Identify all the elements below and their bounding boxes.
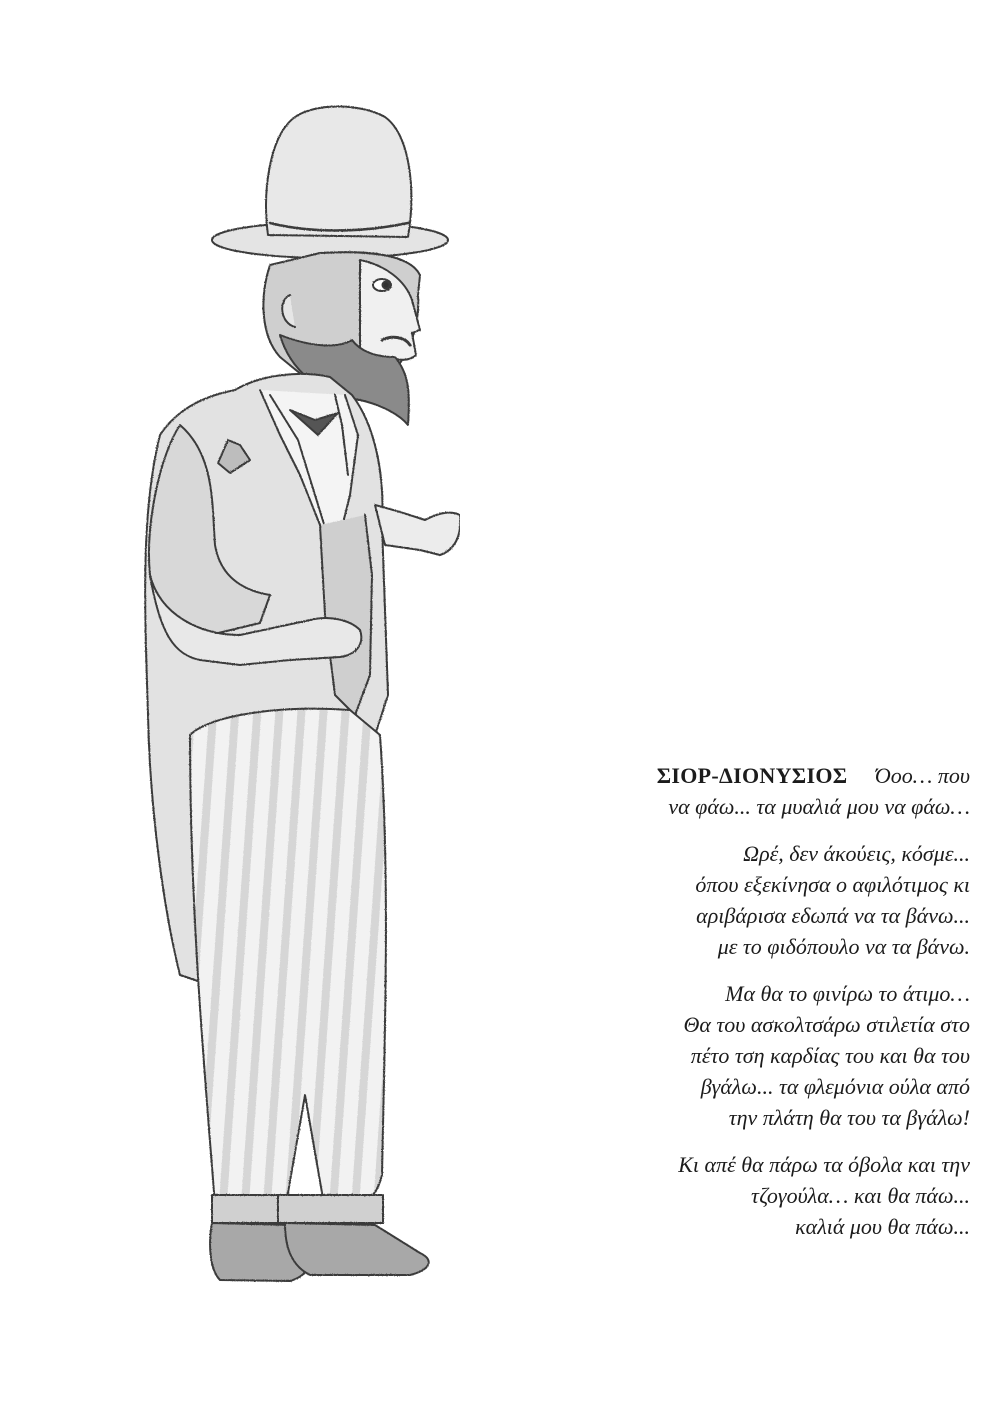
dialogue-line: με το φιδόπουλο να τα βάνω. — [717, 934, 970, 959]
dialogue-line: να φάω... τα μυαλιά μου να φάω… — [668, 794, 970, 819]
dialogue-line: Κι απέ θα πάρω τα όβολα και την — [678, 1152, 970, 1177]
dialogue-line: πέτο τση καρδίας του και θα του — [690, 1043, 970, 1068]
dialogue-line: Όοο… που — [874, 763, 970, 788]
speaker-name: ΣΙΟΡ-ΔΙΟΝΥΣΙΟΣ — [656, 763, 848, 788]
dialogue-line: Μα θα το φινίρω το άτιμο… — [725, 981, 970, 1006]
dialogue-line: βγάλω... τα φλεμόνια ούλα από — [700, 1074, 970, 1099]
dialogue-line: όπου εξεκίνησα ο αφιλότιμος κι — [695, 872, 970, 897]
dialogue-line: τζογούλα… και θα πάω... — [751, 1183, 970, 1208]
dialogue-line: Ωρέ, δεν άκούεις, κόσμε... — [743, 841, 970, 866]
dialogue-line: καλιά μου θα πάω... — [795, 1214, 970, 1239]
trousers — [190, 709, 386, 1223]
paragraph-4 — [520, 1149, 970, 1242]
paragraph-3 — [520, 978, 970, 1133]
dialogue-line: την πλάτη θα του τα βγάλω! — [728, 1105, 970, 1130]
dialogue-line: αριβάρισα εδωπά να τα βάνω... — [696, 903, 970, 928]
dialogue-block — [520, 760, 970, 1258]
paragraph-1 — [520, 760, 970, 822]
gentleman-illustration — [120, 95, 460, 1315]
shoes — [210, 1223, 429, 1281]
dialogue-line: Θα του ασκολτσάρω στιλετία στο — [683, 1012, 970, 1037]
paragraph-2 — [520, 838, 970, 962]
dialogue-first-line — [520, 760, 970, 791]
hat — [212, 107, 448, 259]
